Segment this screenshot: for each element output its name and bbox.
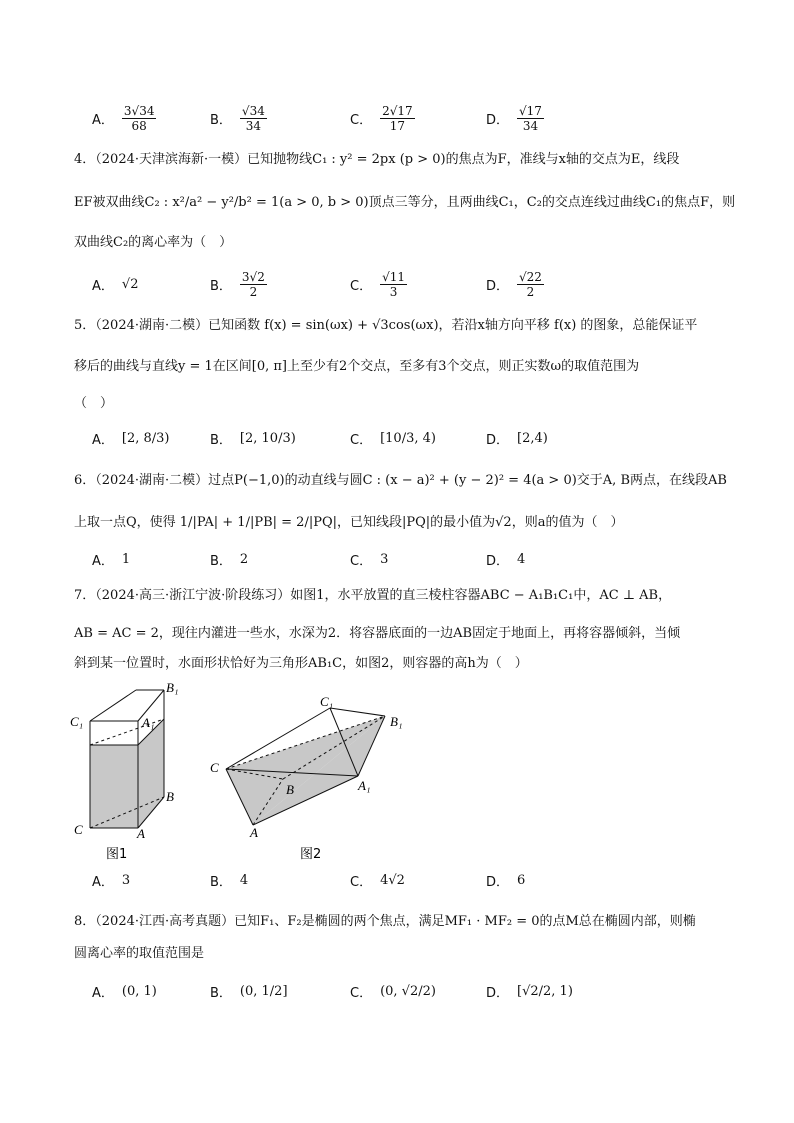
fig1-caption: 图1 bbox=[106, 847, 128, 860]
fig2-label-c: C bbox=[210, 760, 219, 775]
q7-option-c[interactable]: C． 4√2 bbox=[350, 872, 405, 890]
q6-option-b[interactable]: B． 2 bbox=[210, 551, 249, 569]
q6-option-c[interactable]: C． 3 bbox=[350, 551, 389, 569]
q4-line-3: 双曲线C₂的离心率为（ ） bbox=[74, 235, 233, 250]
q8-line-1: 8．（2024·江西·高考真题）已知F₁、F₂是椭圆的两个焦点，满足MF₁ · MF₂ = 0的点M总在椭圆内部，则椭 bbox=[74, 914, 696, 929]
fig1-label-c: C bbox=[74, 822, 83, 837]
q8-option-b[interactable]: B． (0, 1/2] bbox=[210, 983, 288, 1001]
q8-options bbox=[92, 973, 712, 1009]
q7-option-a[interactable]: A． 3 bbox=[92, 872, 131, 890]
fig1-water-front bbox=[90, 745, 138, 828]
q4-line-1: 4．（2024·天津滨海新·一模）已知抛物线C₁ : y² = 2px (p > 0)的焦点为F，准线与x轴的交点为E，线段 bbox=[74, 152, 680, 167]
q5-option-b[interactable]: B． [2, 10/3) bbox=[210, 430, 296, 448]
q4-option-b[interactable]: B． 3√2 2 bbox=[210, 269, 265, 299]
q6-option-a[interactable]: A． 1 bbox=[92, 551, 131, 569]
q7-line-3: 斜到某一位置时，水面形状恰好为三角形AB₁C，如图2，则容器的高h为（ ） bbox=[74, 656, 528, 671]
q7-option-b[interactable]: B． 4 bbox=[210, 872, 249, 890]
q6-option-d[interactable]: D． 4 bbox=[486, 551, 526, 569]
q3-option-d[interactable]: D． √17 34 bbox=[486, 103, 542, 133]
q4-option-a[interactable]: A． √2 bbox=[92, 276, 139, 294]
q3-options bbox=[92, 100, 712, 136]
q5-option-a[interactable]: A． [2, 8/3) bbox=[92, 430, 170, 448]
q4-line-2: EF被双曲线C₂ : x²/a² − y²/b² = 1(a > 0, b > 0)顶点三等分，且两曲线C₁，C₂的交点连线过曲线C₁的焦点F，则 bbox=[74, 195, 736, 210]
q5-line-2: 移后的曲线与直线y = 1在区间[0, π]上至少有2个交点，至多有3个交点，则正实数ω的取值范围为 bbox=[74, 359, 640, 374]
fig2-label-a: A bbox=[250, 825, 258, 840]
q7-options bbox=[92, 862, 712, 898]
fig1-label-b1: B₁ bbox=[166, 682, 179, 695]
q5-line-3: （ ） bbox=[74, 396, 114, 411]
fig2-label-c1: C₁ bbox=[320, 694, 334, 709]
fig1-label-a: A bbox=[137, 826, 145, 841]
q8-option-d[interactable]: D． [√2/2, 1) bbox=[486, 983, 573, 1001]
q4-option-d[interactable]: D． √22 2 bbox=[486, 269, 542, 299]
q6-line-2: 上取一点Q，使得 1/|PA| + 1/|PB| = 2/|PQ|，已知线段|PQ|的最小值为√2，则a的值为（ ） bbox=[74, 515, 624, 530]
fig2-caption: 图2 bbox=[300, 847, 322, 860]
figure-1-prism bbox=[66, 682, 196, 860]
q8-option-a[interactable]: A． (0, 1) bbox=[92, 983, 157, 1001]
q7-line-1: 7．（2024·高三·浙江宁波·阶段练习）如图1，水平放置的直三棱柱容器ABC − A₁B₁C₁中，AC ⊥ AB， bbox=[74, 588, 672, 603]
fig2-label-a1: A₁ bbox=[358, 778, 371, 793]
q5-line-1: 5．（2024·湖南·二模）已知函数 f(x) = sin(ωx) + √3cos(ωx)，若沿x轴方向平移 f(x) 的图象，总能保证平 bbox=[74, 318, 698, 333]
q8-line-2: 圆离心率的取值范围是 bbox=[74, 946, 205, 961]
fig1-water-side bbox=[138, 719, 164, 828]
fig1-label-a1: A₁ bbox=[142, 715, 155, 730]
q5-option-d[interactable]: D． [2,4) bbox=[486, 430, 548, 448]
fig2-label-b: B bbox=[286, 782, 294, 797]
q3-option-a[interactable]: A． 3√34 68 bbox=[92, 103, 155, 133]
fig2-label-b1: B₁ bbox=[390, 714, 403, 729]
q5-options bbox=[92, 420, 712, 456]
fig1-label-c1: C₁ bbox=[70, 714, 84, 729]
q3-option-b[interactable]: B． √34 34 bbox=[210, 103, 265, 133]
q8-option-c[interactable]: C． (0, √2/2) bbox=[350, 983, 436, 1001]
q6-options bbox=[92, 541, 712, 577]
q4-options bbox=[92, 266, 712, 302]
fig1-label-b: B bbox=[166, 789, 174, 804]
q3-option-c[interactable]: C． 2√17 17 bbox=[350, 103, 413, 133]
q6-line-1: 6．（2024·湖南·二模）过点P(−1,0)的动直线与圆C : (x − a)² + (y − 2)² = 4(a > 0)交于A, B两点，在线段AB bbox=[74, 473, 727, 488]
q7-option-d[interactable]: D． 6 bbox=[486, 872, 526, 890]
figure-2-tilted-prism bbox=[206, 690, 422, 860]
q4-option-c[interactable]: C． √11 3 bbox=[350, 269, 405, 299]
q7-line-2: AB = AC = 2，现往内灌进一些水，水深为2．将容器底面的一边AB固定于地面上，再将容器倾斜，当倾 bbox=[74, 626, 681, 641]
q5-option-c[interactable]: C． [10/3, 4) bbox=[350, 430, 436, 448]
